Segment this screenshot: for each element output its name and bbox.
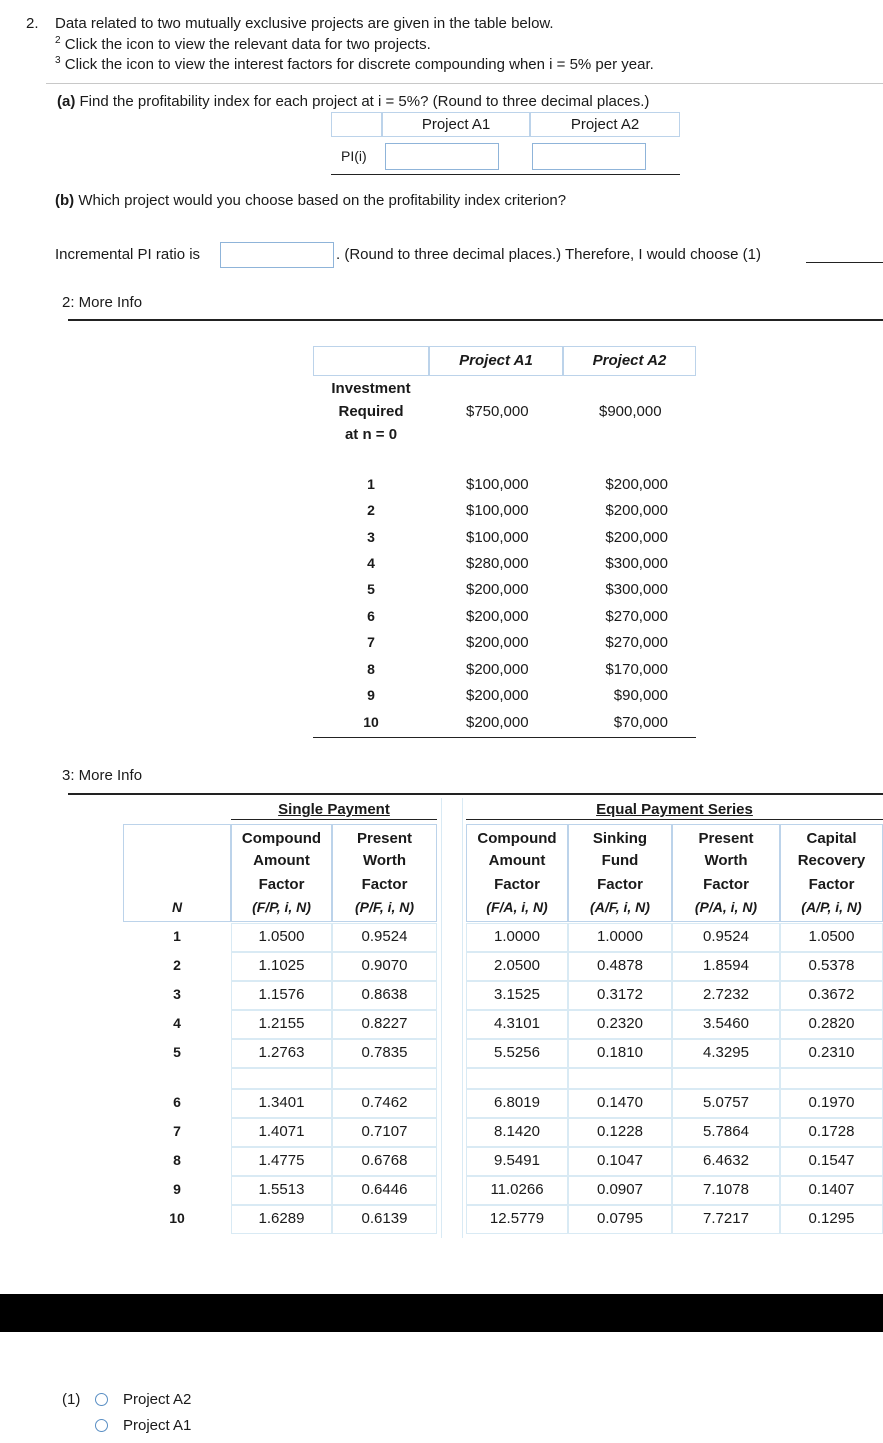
choice-dropdown-blank[interactable] xyxy=(806,262,883,263)
factor-header-text: Sinking xyxy=(592,830,648,847)
factor-value: 3.5460 xyxy=(703,1015,749,1032)
pi-a2-input[interactable] xyxy=(532,143,646,170)
pi-row-label: PI(i) xyxy=(341,148,367,164)
factor-value: 1.2155 xyxy=(258,1015,305,1032)
cf-period: 3 xyxy=(367,529,375,545)
investment-label-1: Investment xyxy=(331,380,411,397)
cf-period: 9 xyxy=(367,687,375,703)
factor-value: 0.6768 xyxy=(361,1152,408,1169)
factor-value: 1.3401 xyxy=(258,1094,305,1111)
factor-value: 1.6289 xyxy=(258,1210,305,1227)
factor-value: 0.2320 xyxy=(597,1015,643,1032)
factor-value: 0.1470 xyxy=(597,1094,643,1111)
factor-header-text: Factor xyxy=(258,876,305,893)
option-project-a2[interactable]: Project A2 xyxy=(123,1391,192,1408)
factor-row-n: 9 xyxy=(173,1181,181,1197)
info2-col-a1: Project A1 xyxy=(429,346,563,376)
factor-value: 1.0500 xyxy=(258,928,305,945)
info2-bottom-rule xyxy=(313,737,696,738)
part-a-text: Find the profitability index for each project at i = 5%? (Round to three decimal places.) xyxy=(79,93,650,110)
factor-header-text: Fund xyxy=(601,852,639,869)
cf-a1: $200,000 xyxy=(466,687,529,704)
pi-a1-input[interactable] xyxy=(385,143,499,170)
factor-value: 0.1047 xyxy=(597,1152,643,1169)
factor-header-text: (A/P, i, N) xyxy=(801,899,862,915)
factor-value: 0.6446 xyxy=(361,1181,408,1198)
group-separator xyxy=(441,798,463,1238)
factor-value: 0.3672 xyxy=(808,986,855,1003)
cf-a1: $200,000 xyxy=(466,608,529,625)
factor-value: 5.0757 xyxy=(703,1094,749,1111)
question-text: Data related to two mutually exclusive projects are given in the table below. xyxy=(55,15,554,32)
factor-value: 0.2820 xyxy=(808,1015,855,1032)
group-equal-rule xyxy=(466,819,883,820)
factor-header-text: Compound xyxy=(241,830,322,847)
factor-value: 6.4632 xyxy=(703,1152,749,1169)
factor-value: 0.1970 xyxy=(808,1094,855,1111)
factor-value: 0.4878 xyxy=(597,957,643,974)
factor-value: 1.0500 xyxy=(808,928,855,945)
pi-col-a2: Project A2 xyxy=(530,112,680,137)
factor-header-text: Amount xyxy=(488,852,546,869)
factor-value: 0.1295 xyxy=(808,1210,855,1227)
factor-value: 7.1078 xyxy=(703,1181,749,1198)
factor-value: 2.7232 xyxy=(703,986,749,1003)
factor-value: 5.5256 xyxy=(494,1044,540,1061)
divider xyxy=(46,83,883,84)
factor-header-text: (P/A, i, N) xyxy=(694,899,758,915)
factor-value: 1.2763 xyxy=(258,1044,305,1061)
factor-value: 1.1576 xyxy=(258,986,305,1003)
factor-value: 0.5378 xyxy=(808,957,855,974)
info-link-3-text: Click the icon to view the interest factors for discrete compounding when i = 5% per year. xyxy=(64,56,654,73)
factor-row-n: 4 xyxy=(173,1015,181,1031)
group-single-payment: Single Payment xyxy=(278,801,390,818)
factor-value: 0.8638 xyxy=(361,986,408,1003)
cf-a1: $100,000 xyxy=(466,529,529,546)
cf-period: 4 xyxy=(367,555,375,571)
factor-value: 1.5513 xyxy=(258,1181,305,1198)
cf-a2: $200,000 xyxy=(605,502,668,519)
info2-title-rule xyxy=(68,319,883,321)
factor-header-text: Factor xyxy=(808,876,855,893)
cf-a1: $100,000 xyxy=(466,476,529,493)
factor-row-n: 8 xyxy=(173,1152,181,1168)
factor-value: 0.1228 xyxy=(597,1123,643,1140)
info2-corner xyxy=(313,346,429,376)
factor-header-text: (F/P, i, N) xyxy=(252,899,311,915)
factor-value: 1.0000 xyxy=(597,928,643,945)
part-a-prompt xyxy=(57,93,649,110)
cf-period: 2 xyxy=(367,502,375,518)
cf-a1: $200,000 xyxy=(466,634,529,651)
factor-header-text: Present xyxy=(356,830,413,847)
factor-value: 1.8594 xyxy=(703,957,749,974)
factor-row-n: 3 xyxy=(173,986,181,1002)
group-equal-payment: Equal Payment Series xyxy=(596,801,753,818)
factor-value: 5.7864 xyxy=(703,1123,749,1140)
cf-a2: $300,000 xyxy=(605,581,668,598)
footnote-2: 2 xyxy=(55,35,61,46)
cf-a1: $200,000 xyxy=(466,714,529,731)
factor-spacer-box xyxy=(332,1068,437,1089)
factor-header-text: Factor xyxy=(361,876,408,893)
part-b-text: Which project would you choose based on the profitability index criterion? xyxy=(78,192,567,209)
factor-header-text: Worth xyxy=(362,852,407,869)
factor-value: 0.1728 xyxy=(808,1123,855,1140)
cf-a1: $100,000 xyxy=(466,502,529,519)
incremental-pi-input[interactable] xyxy=(220,242,334,268)
factor-value: 0.7462 xyxy=(361,1094,408,1111)
cf-a2: $300,000 xyxy=(605,555,668,572)
cf-a2: $70,000 xyxy=(613,714,668,731)
factor-header-text: Amount xyxy=(253,852,310,869)
cf-period: 7 xyxy=(367,634,375,650)
ratio-label: Incremental PI ratio is xyxy=(55,246,201,263)
cf-a1: $200,000 xyxy=(466,581,529,598)
cf-a2: $200,000 xyxy=(605,476,668,493)
factor-row-n: 10 xyxy=(169,1210,185,1226)
factor-spacer-box xyxy=(780,1068,883,1089)
factor-value: 0.1547 xyxy=(808,1152,855,1169)
factor-header-text: Recovery xyxy=(797,852,866,869)
cf-a1: $200,000 xyxy=(466,661,529,678)
factor-row-n: 7 xyxy=(173,1123,181,1139)
cf-period: 6 xyxy=(367,608,375,624)
factor-header-text: Factor xyxy=(597,876,643,893)
factor-value: 1.1025 xyxy=(258,957,305,974)
ratio-after-text: . (Round to three decimal places.) Therefore, I would choose (1) xyxy=(336,246,761,263)
factor-value: 0.6139 xyxy=(361,1210,408,1227)
part-a-label: (a) xyxy=(57,93,76,110)
factor-value: 0.9524 xyxy=(361,928,408,945)
info-link-2-text: Click the icon to view the relevant data for two projects. xyxy=(64,36,431,53)
factor-row-n: 5 xyxy=(173,1044,181,1060)
cf-period: 10 xyxy=(363,714,379,730)
factor-value: 7.7217 xyxy=(703,1210,749,1227)
pi-table-rule xyxy=(331,174,680,175)
factor-value: 0.9524 xyxy=(703,928,749,945)
cf-period: 8 xyxy=(367,661,375,677)
cf-a2: $90,000 xyxy=(613,687,668,704)
factor-header-text: Capital xyxy=(806,830,857,847)
factor-value: 0.9070 xyxy=(361,957,408,974)
black-bar xyxy=(0,1294,883,1332)
factor-value: 0.1810 xyxy=(597,1044,643,1061)
factor-value: 0.7107 xyxy=(361,1123,408,1140)
factor-value: 11.0266 xyxy=(490,1181,544,1198)
investment-a2: $900,000 xyxy=(599,403,662,420)
factor-header-text: (A/F, i, N) xyxy=(590,899,650,915)
pi-col-a1: Project A1 xyxy=(382,112,530,137)
cf-a1: $280,000 xyxy=(466,555,529,572)
factor-header-text: (F/A, i, N) xyxy=(486,899,548,915)
cf-a2: $270,000 xyxy=(605,634,668,651)
factor-spacer-box xyxy=(672,1068,780,1089)
factor-value: 2.0500 xyxy=(494,957,540,974)
factor-value: 0.2310 xyxy=(808,1044,855,1061)
factor-header-text: Compound xyxy=(477,830,557,847)
factor-value: 0.0907 xyxy=(597,1181,643,1198)
factor-value: 1.0000 xyxy=(494,928,540,945)
factor-value: 3.1525 xyxy=(494,986,540,1003)
investment-label-2: Required xyxy=(338,403,404,420)
info-link-2[interactable] xyxy=(55,35,431,53)
radio-project-a1[interactable] xyxy=(95,1419,108,1432)
factor-header-text: Present xyxy=(698,830,754,847)
radio-project-a2[interactable] xyxy=(95,1393,108,1406)
footnote-3: 3 xyxy=(55,55,61,66)
factor-value: 0.3172 xyxy=(597,986,643,1003)
group-single-rule xyxy=(231,819,437,820)
factor-value: 4.3101 xyxy=(494,1015,540,1032)
investment-label-3: at n = 0 xyxy=(344,426,398,443)
factor-value: 6.8019 xyxy=(494,1094,540,1111)
cf-period: 1 xyxy=(367,476,375,492)
pi-table-corner xyxy=(331,112,382,137)
factor-row-n: 6 xyxy=(173,1094,181,1110)
factor-row-n: 1 xyxy=(173,928,181,944)
option-project-a1[interactable]: Project A1 xyxy=(123,1417,192,1434)
info2-col-a2: Project A2 xyxy=(563,346,696,376)
factor-value: 0.8227 xyxy=(361,1015,408,1032)
part-b-prompt xyxy=(55,192,566,209)
factor-row-n: 2 xyxy=(173,957,181,973)
factor-spacer-box xyxy=(568,1068,672,1089)
factor-header-text: Factor xyxy=(494,876,540,893)
part-b-label: (b) xyxy=(55,192,75,209)
factor-value: 0.1407 xyxy=(808,1181,855,1198)
cf-a2: $270,000 xyxy=(605,608,668,625)
cf-a2: $200,000 xyxy=(605,529,668,546)
info2-title: 2: More Info xyxy=(62,294,143,311)
factor-spacer-box xyxy=(466,1068,568,1089)
info3-title-rule xyxy=(68,793,883,795)
question-number: 2. xyxy=(26,15,39,32)
factor-value: 4.3295 xyxy=(703,1044,749,1061)
factor-value: 9.5491 xyxy=(494,1152,540,1169)
factor-header-n: N xyxy=(171,899,183,915)
factor-value: 0.7835 xyxy=(361,1044,408,1061)
info-link-3[interactable] xyxy=(55,55,654,73)
factor-header-text: (P/F, i, N) xyxy=(354,899,415,915)
factor-value: 1.4775 xyxy=(258,1152,305,1169)
factor-value: 1.4071 xyxy=(258,1123,305,1140)
factor-value: 0.0795 xyxy=(597,1210,643,1227)
cf-period: 5 xyxy=(367,581,375,597)
factor-value: 12.5779 xyxy=(489,1210,545,1227)
factor-header-text: Worth xyxy=(704,852,748,869)
factor-spacer-box xyxy=(231,1068,332,1089)
factor-header-text: Factor xyxy=(703,876,749,893)
cf-a2: $170,000 xyxy=(605,661,668,678)
choice-label: (1) xyxy=(62,1391,81,1408)
investment-a1: $750,000 xyxy=(466,403,529,420)
info3-title: 3: More Info xyxy=(62,767,143,784)
factor-value: 8.1420 xyxy=(494,1123,540,1140)
